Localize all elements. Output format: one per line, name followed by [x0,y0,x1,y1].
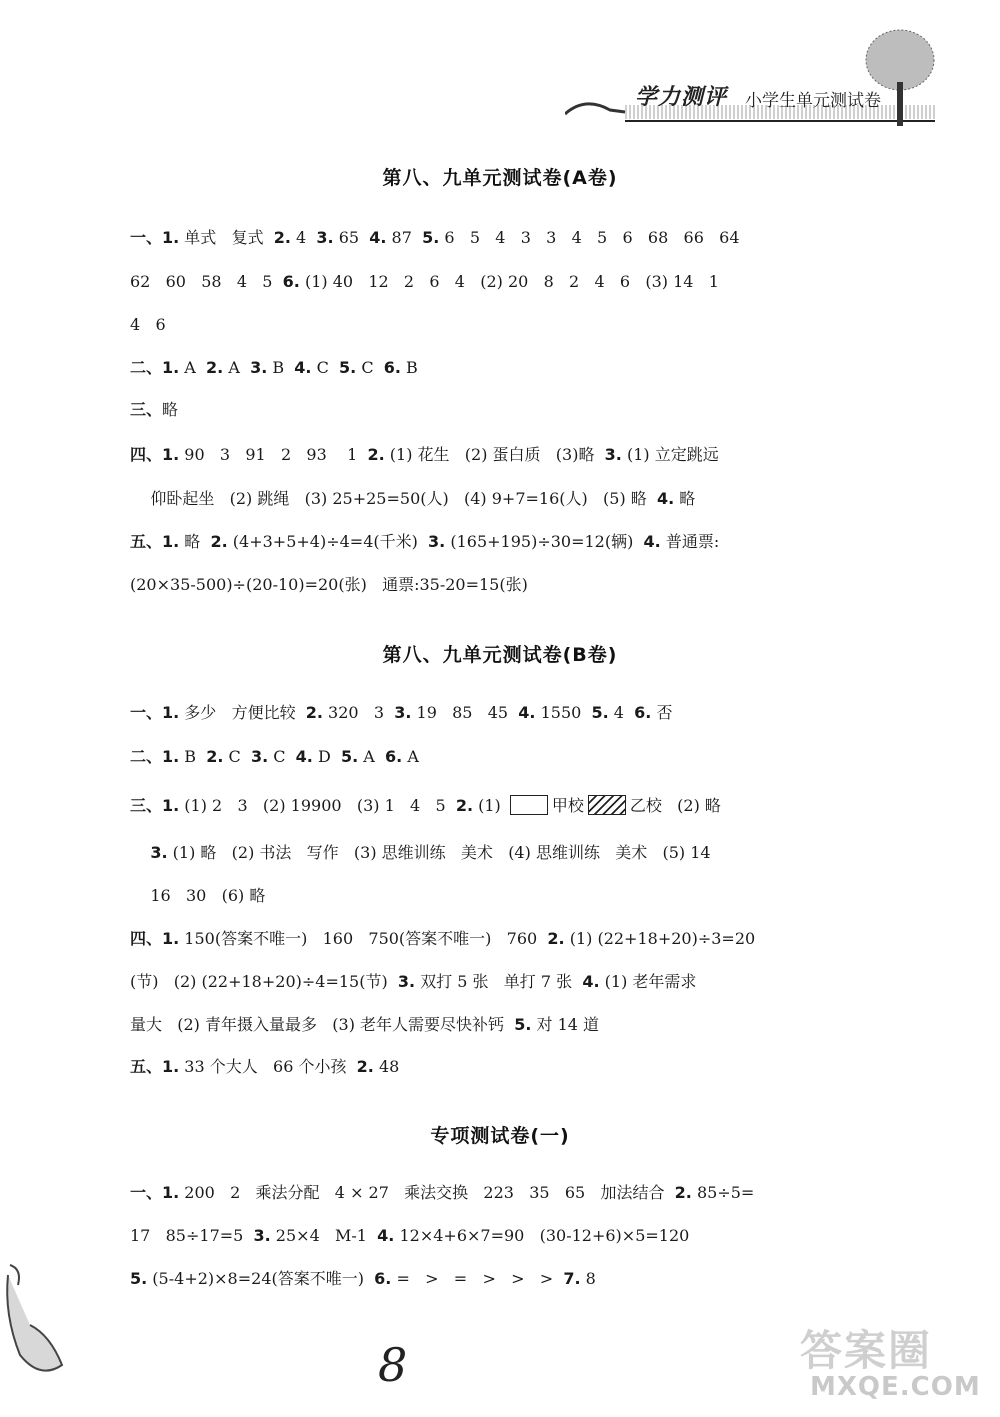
question-number: 一、1. [130,1183,180,1202]
question-number: 2. [206,358,224,377]
question-number: 一、1. [130,228,180,247]
question-number: 5. [130,1269,148,1288]
question-number: 3. [250,358,268,377]
question-number: 5. [514,1015,532,1034]
answer-text: 多少 方便比较 [179,703,306,722]
answer-text: C [268,747,296,766]
question-number: 3. [394,703,412,722]
question-number: 2. [674,1183,692,1202]
answer-text: 12×4+6×7=90 (30-12+6)×5=120 [394,1226,690,1245]
answer-text: A [179,358,207,377]
answer-text: 略 [674,489,696,508]
question-number: 3. [253,1226,271,1245]
answer-text: (1) (22+18+20)÷3=20 [564,929,756,948]
answer-text: A [358,747,386,766]
answer-text: (20×35-500)÷(20-10)=20(张) 通票:35-20=15(张) [130,575,528,594]
question-number: 2. [210,532,228,551]
legend-label: 乙校 [629,796,662,815]
answer-text: (1) 花生 (2) 蛋白质 (3)略 [384,445,605,464]
answer-line [130,886,265,906]
answer-text: (1) 略 (2) 书法 写作 (3) 思维训练 美术 (4) 思维训练 美术 (5) 14 [167,843,711,862]
watermark-logo: 答案圈 [800,1326,933,1375]
answer-text: (1) 老年需求 [599,972,697,991]
answer-text: 单式 复式 [179,228,274,247]
answer-line [130,272,719,292]
answer-text: 4 [608,703,635,722]
question-number: 三、1. [130,796,180,815]
question-number: 3. [250,747,269,766]
question-number: 五、1. [130,532,180,551]
answer-text: (1) [473,796,506,815]
corner-ornament-icon [0,1255,70,1385]
answer-text: (节) (2) (22+18+20)÷4=15(节) [130,972,398,991]
question-number: 4. [643,532,661,551]
answer-line [130,1015,599,1035]
answer-line [130,315,166,335]
answer-text: (4+3+5+4)÷4=4(千米) [227,532,429,551]
answer-line [130,795,721,816]
answer-text: (2) 略 [661,796,721,815]
brand-subtitle: 小学生单元测试卷 [745,91,881,111]
question-number: 2. [455,796,474,815]
answer-text: A [402,747,419,766]
section-title: 第八、九单元测试卷(B卷) [382,644,618,666]
question-number: 2. [305,703,323,722]
question-number: 4. [518,703,536,722]
answer-text: (1) 40 12 2 6 4 (2) 20 8 2 4 6 (3) 14 1 [299,272,719,291]
answer-line [130,972,696,992]
question-number: 6. [282,272,300,291]
answer-line [130,703,672,723]
question-number: 6. [634,703,652,722]
question-number: 四、1. [130,445,180,464]
answer-text: 量大 (2) 青年摄入量最多 (3) 老年人需要尽快补钙 [130,1015,515,1034]
answer-line [130,575,528,595]
answer-text: B [400,358,418,377]
answer-text: 200 2 乘法分配 4 × 27 乘法交换 223 35 65 加法结合 [179,1183,675,1202]
answer-text: C [311,358,340,377]
answer-text: 1550 [535,703,592,722]
question-number: 2. [547,929,565,948]
answer-text: (5-4+2)×8=24(答案不唯一) [147,1269,375,1288]
answer-text: 双打 5 张 单打 7 张 [415,972,583,991]
answer-text: 85÷5= [691,1183,755,1202]
question-number: 一、1. [130,703,180,722]
question-number: 6. [383,358,401,377]
answer-text: 16 30 (6) 略 [130,886,266,905]
question-number: 3. [428,532,446,551]
question-number: 4. [294,358,312,377]
answer-text: 90 3 91 2 93 1 [179,445,368,464]
question-number: 四、1. [130,929,180,948]
answer-text: 否 [651,703,673,722]
answer-text: C [223,747,251,766]
question-number: 4. [656,489,675,508]
answer-text: D [312,747,341,766]
answer-text: = > = > > > [391,1269,564,1288]
question-number: 4. [295,747,313,766]
question-number: 五、1. [130,1057,180,1076]
answer-line [130,532,719,552]
answer-text: (1) 立定跳远 [621,445,719,464]
answer-text: 25×4 M-1 [270,1226,378,1245]
section-title: 专项测试卷(一) [430,1125,570,1147]
question-number: 6. [385,747,403,766]
answer-line [130,1057,399,1077]
tree-icon [860,22,940,132]
answer-line [130,400,178,420]
question-number: 2. [206,747,224,766]
question-number: 5. [591,703,609,722]
answer-text: 19 85 45 [411,703,519,722]
answer-line [130,358,418,378]
question-number: 7. [563,1269,581,1288]
answer-text: B [267,358,295,377]
section-title: 第八、九单元测试卷(A卷) [382,167,618,189]
question-number: 三、 [130,400,163,419]
question-number: 4. [369,228,387,247]
answer-text: 略 [162,400,179,419]
answer-line [130,1183,754,1203]
question-number: 5. [340,747,359,766]
question-number: 5. [422,228,440,247]
question-number: 二、1. [130,747,180,766]
question-number: 4. [582,972,600,991]
answer-text: 6 5 4 3 3 4 5 6 68 66 64 [439,228,740,247]
answer-text: 对 14 道 [531,1015,600,1034]
answer-text: 62 60 58 4 5 [130,272,283,291]
answer-text: (1) 2 3 (2) 19900 (3) 1 4 5 [179,796,456,815]
answer-line [130,1226,689,1246]
answer-text: A [223,358,251,377]
answer-text: 65 [333,228,370,247]
legend-swatch-hatched [588,795,626,815]
watermark-url: MXQE.COM [810,1372,981,1402]
answer-text: 33 个大人 66 个小孩 [179,1057,357,1076]
question-number: 2. [273,228,291,247]
question-number: 3. [316,228,334,247]
legend-label: 甲校 [551,796,584,815]
page-number: 8 [378,1338,408,1392]
question-number: 2. [356,1057,374,1076]
question-number: 5. [339,358,357,377]
answer-text: 48 [373,1057,400,1076]
question-number: 6. [374,1269,392,1288]
answer-line [130,843,711,863]
question-number: 4. [377,1226,395,1245]
answer-text [130,843,150,862]
answer-line [130,489,695,509]
answer-text: 150(答案不唯一) 160 750(答案不唯一) 760 [179,929,548,948]
answer-text: 普通票: [660,532,720,551]
answer-text: 320 3 [322,703,395,722]
question-number: 3. [397,972,416,991]
answer-line [130,1269,596,1289]
answer-text: C [356,358,384,377]
answer-text: 17 85÷17=5 [130,1226,254,1245]
answer-text: 4 6 [130,315,166,334]
answer-text: 87 [386,228,423,247]
question-number: 3. [604,445,622,464]
brand-logo: 学力测评 [635,85,728,110]
answer-text: 8 [580,1269,596,1288]
answer-line [130,228,740,248]
answer-line [130,929,755,949]
legend-swatch-blank [510,795,548,815]
question-number: 二、1. [130,358,180,377]
answer-text: 仰卧起坐 (2) 跳绳 (3) 25+25=50(人) (4) 9+7=16(人) (5) 略 [130,489,657,508]
answer-text: 略 [179,532,211,551]
answer-line [130,747,419,767]
question-number: 3. [150,843,168,862]
answer-line [130,445,719,465]
answer-text: (165+195)÷30=12(辆) [445,532,644,551]
answer-text: 4 [290,228,317,247]
answer-text: B [179,747,207,766]
question-number: 2. [367,445,385,464]
